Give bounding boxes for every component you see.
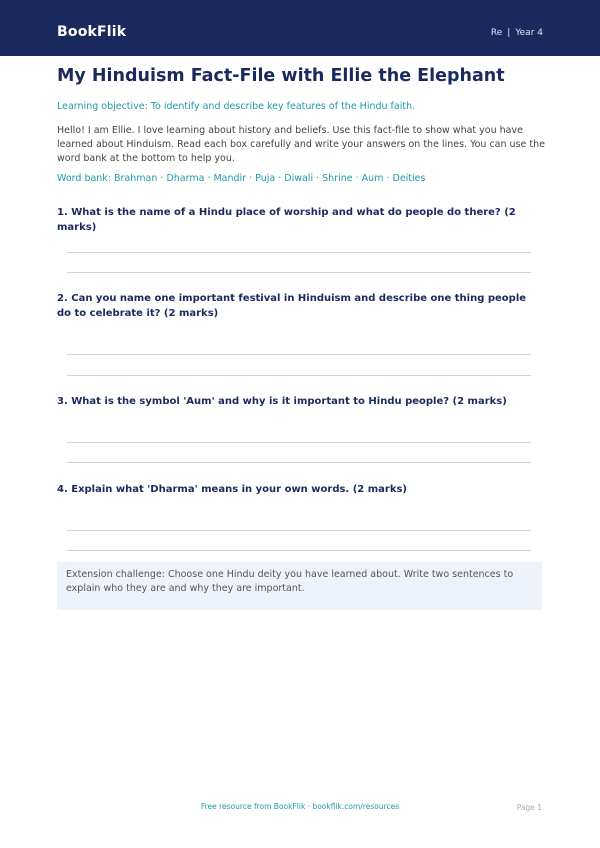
answer-line[interactable] bbox=[67, 252, 531, 253]
page-number: Page 1 bbox=[516, 803, 542, 812]
page-title: My Hinduism Fact-File with Ellie the Elephant bbox=[57, 66, 505, 86]
question-2: 2. Can you name one important festival in Hinduism and describe one thing people do to celebrate it? (2 marks) bbox=[57, 293, 527, 319]
year-label: Year 4 bbox=[515, 28, 543, 38]
question-1: 1. What is the name of a Hindu place of worship and what do people do there? (2 marks) bbox=[57, 207, 516, 233]
extension-challenge-box bbox=[57, 562, 542, 610]
question-3: 3. What is the symbol 'Aum' and why is it important to Hindu people? (2 marks) bbox=[57, 396, 507, 407]
page-header bbox=[0, 0, 600, 56]
answer-line[interactable] bbox=[67, 375, 531, 376]
answer-line[interactable] bbox=[67, 272, 531, 273]
learning-objective: Learning objective: To identify and describe key features of the Hindu faith. bbox=[57, 101, 416, 112]
answer-line[interactable] bbox=[67, 442, 531, 443]
header-meta bbox=[491, 28, 543, 38]
brand-logo-text[interactable]: BookFlik bbox=[57, 24, 127, 40]
footer-link[interactable]: Free resource from BookFlik · bookflik.com/resources bbox=[200, 802, 400, 811]
meta-separator: | bbox=[507, 28, 511, 38]
question-4: 4. Explain what 'Dharma' means in your own words. (2 marks) bbox=[57, 484, 407, 495]
answer-line[interactable] bbox=[67, 354, 531, 355]
intro-paragraph: Hello! I am Ellie. I love learning about history and beliefs. Use this fact-file to show what you have learned about Hinduism. Read each box carefully and write your answers on the lines. You can use the word bank at the bottom to help you. bbox=[57, 125, 545, 164]
answer-line[interactable] bbox=[67, 530, 531, 531]
word-bank: Word bank: Brahman · Dharma · Mandir · Puja · Diwali · Shrine · Aum · Deities bbox=[57, 173, 426, 184]
answer-line[interactable] bbox=[67, 550, 531, 551]
extension-text: Extension challenge: Choose one Hindu deity you have learned about. Write two sentences to explain who they are and why they are important. bbox=[66, 569, 514, 594]
answer-line[interactable] bbox=[67, 462, 531, 463]
subject-label: Re bbox=[490, 28, 503, 38]
